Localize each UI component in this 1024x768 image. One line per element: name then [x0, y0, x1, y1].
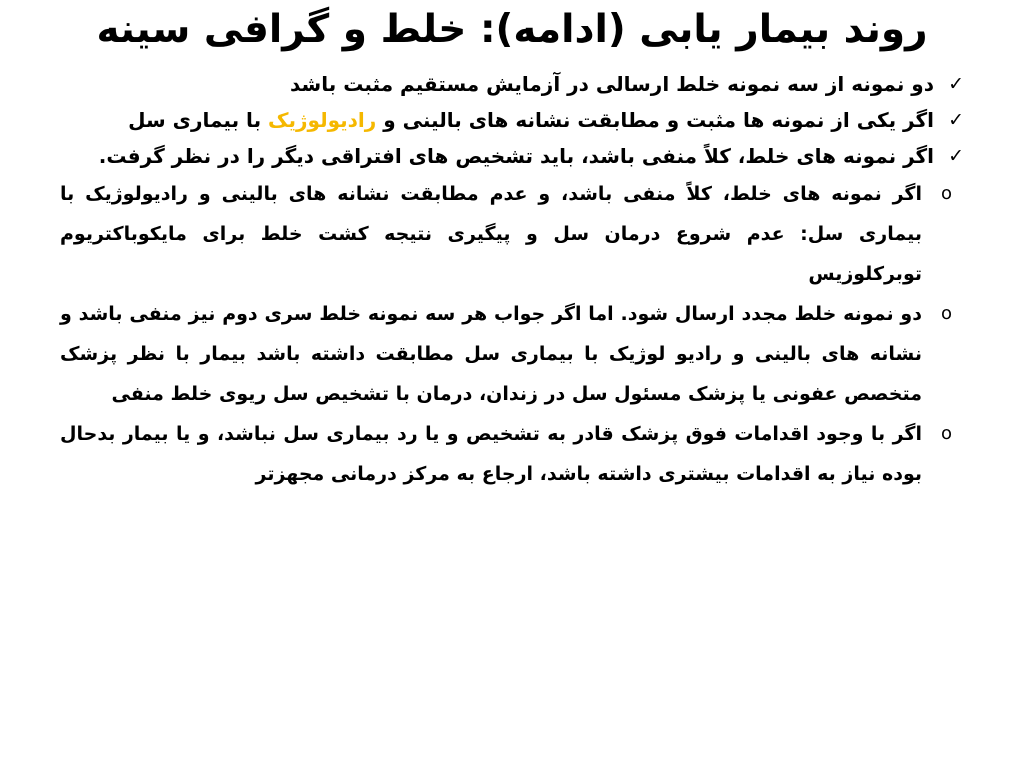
bullet-text: اگر نمونه های خلط، کلاً منفی باشد، باید تشخیص های افتراقی دیگر را در نظر گرفت.	[98, 144, 934, 168]
sub-bullet-item-1	[60, 174, 968, 294]
circle-bullet-icon: o	[940, 423, 952, 444]
sub-bullet-item-2	[60, 294, 968, 414]
circle-bullet-icon: o	[940, 183, 952, 204]
bullet-item-2	[60, 102, 968, 138]
bullet-item-1	[60, 66, 968, 102]
bullet-text-start: اگر یکی از نمونه ها مثبت و مطابقت نشانه های بالینی و	[376, 108, 934, 132]
circle-bullet-icon: o	[940, 303, 952, 324]
slide-title: روند بیمار یابی (ادامه): خلط و گرافی سینه	[96, 7, 928, 52]
checkmark-icon: ✓	[948, 73, 964, 95]
highlighted-term: رادیولوژیک	[268, 108, 377, 132]
slide-content	[60, 66, 968, 494]
sub-bullet-item-3	[60, 414, 968, 494]
sub-bullet-text: اگر نمونه های خلط، کلاً منفی باشد، و عدم مطابقت نشانه های بالینی و رادیولوژیک با بیماری سل: عدم شروع درمان سل و پیگیری نتیجه کشت خلط برای مایکوباکتریوم توبرکلوزیس	[60, 183, 922, 285]
bullet-text: دو نمونه از سه نمونه خلط ارسالی در آزمایش مستقیم مثبت باشد	[289, 72, 934, 96]
sub-bullet-text: اگر با وجود اقدامات فوق پزشک قادر به تشخیص و یا رد بیماری سل نباشد، و یا بیمار بدحال بوده نیاز به اقدامات بیشتری داشته باشد، ارجاع به مرکز درمانی مجهزتر	[60, 423, 922, 485]
bullet-text-end: با بیماری سل	[128, 108, 269, 132]
checkmark-icon: ✓	[948, 109, 964, 131]
checkmark-icon: ✓	[948, 145, 964, 167]
bullet-item-3	[60, 138, 968, 174]
sub-bullet-text: دو نمونه خلط مجدد ارسال شود. اما اگر جواب هر سه نمونه خلط سری دوم نیز منفی باشد و نشانه های بالینی و رادیو لوژیک با بیماری سل مطابقت داشته باشد بیمار با نظر پزشک متخصص عفونی یا پزشک مسئول سل در زندان، درمان با تشخیص سل ریوی خلط منفی	[60, 303, 922, 405]
